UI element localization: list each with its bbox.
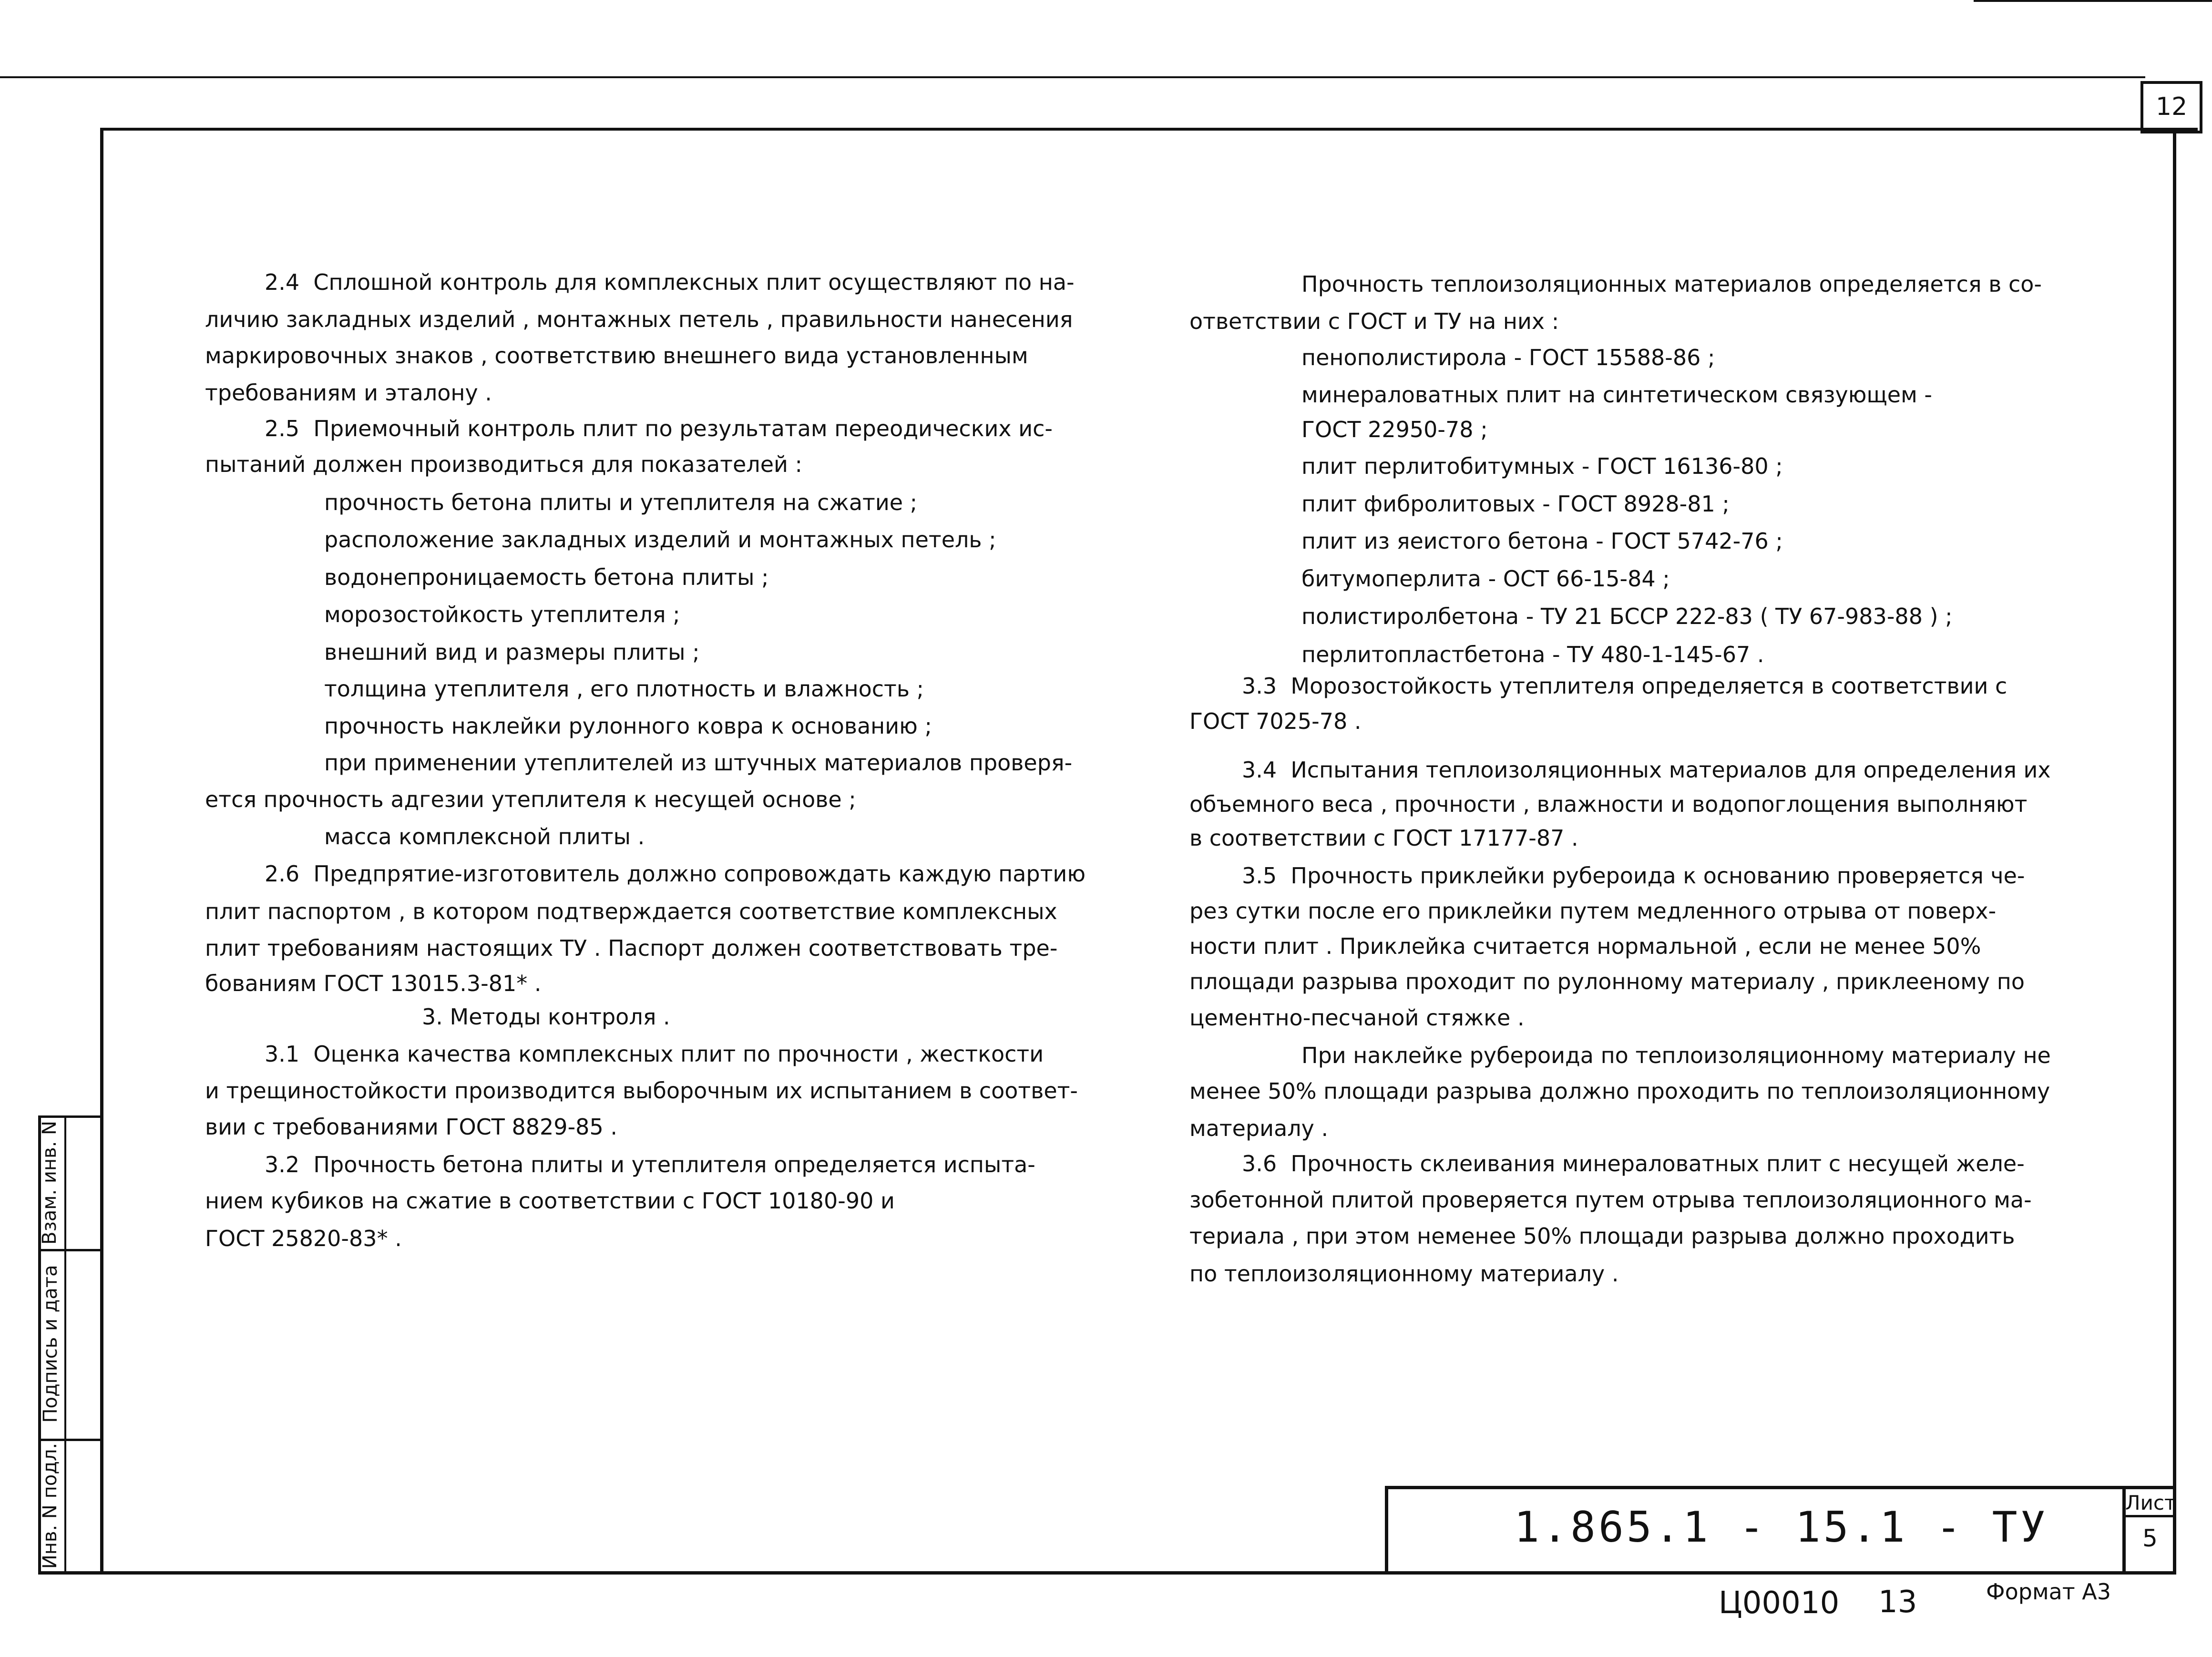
- text-line: водонепроницаемость бетона плиты ;: [324, 564, 769, 590]
- section-heading: 3. Методы контроля .: [422, 1004, 670, 1030]
- text-line: 3.5 Прочность приклейки рубероида к основанию проверяется че-: [1242, 863, 2025, 889]
- text-line: цементно-песчаной стяжке .: [1189, 1005, 1525, 1031]
- title-block-left-line: [1385, 1486, 1388, 1574]
- text-line: ГОСТ 25820-83* .: [205, 1226, 402, 1251]
- title-block-sheet-label-line: [2122, 1515, 2176, 1517]
- text-line: вии с требованиями ГОСТ 8829-85 .: [205, 1114, 617, 1140]
- text-line: ГОСТ 22950-78 ;: [1301, 417, 1488, 442]
- text-line: ответствии с ГОСТ и ТУ на них :: [1189, 308, 1559, 334]
- archive-number: 13: [1878, 1585, 1917, 1620]
- text-line: ется прочность адгезии утеплителя к несущей основе ;: [205, 787, 856, 812]
- text-line: объемного веса , прочности , влажности и водопоглощения выполняют: [1189, 791, 2028, 817]
- sheet-label: Лист: [2125, 1491, 2176, 1514]
- text-line: 3.1 Оценка качества комплексных плит по прочности , жесткости: [265, 1041, 1044, 1067]
- text-line: 3.2 Прочность бетона плиты и утеплителя определяется испыта-: [265, 1152, 1035, 1177]
- text-line: 3.6 Прочность склеивания минераловатных плит с несущей желе-: [1242, 1151, 2025, 1176]
- text-line: рез сутки после его приклейки путем медленного отрыва от поверх-: [1189, 898, 1997, 924]
- text-line: перлитопластбетона - ТУ 480-1-145-67 .: [1301, 642, 1764, 667]
- text-line: бованиям ГОСТ 13015.3-81* .: [205, 971, 542, 996]
- top-right-stub-line: [1974, 0, 2212, 2]
- text-line: расположение закладных изделий и монтажных петель ;: [324, 527, 996, 552]
- text-line: плит паспортом , в котором подтверждается соответствие комплексных: [205, 899, 1057, 924]
- text-line: личию закладных изделий , монтажных петель , правильности нанесения: [205, 307, 1073, 332]
- text-line: и трещиностойкости производится выборочным их испытанием в соответ-: [205, 1078, 1078, 1104]
- archive-code: Ц00010: [1719, 1585, 1840, 1621]
- text-line: ГОСТ 7025-78 .: [1189, 708, 1362, 734]
- text-line: зобетонной плитой проверяется путем отрыва теплоизоляционного ма-: [1189, 1187, 2032, 1213]
- title-block-top-line: [1385, 1486, 2176, 1489]
- text-line: прочность бетона плиты и утеплителя на сжатие ;: [324, 490, 918, 515]
- stamp-inv-original: Инв. N подл.: [39, 1442, 61, 1569]
- text-line: Прочность теплоизоляционных материалов определяется в со-: [1301, 271, 2042, 297]
- text-line: масса комплексной плиты .: [324, 824, 645, 849]
- corner-page-number: 12: [2156, 92, 2188, 121]
- stamp-inner-line: [64, 1115, 66, 1573]
- text-line: 3.3 Морозостойкость утеплителя определяется в соответствии с: [1242, 673, 2007, 699]
- frame-left-line: [100, 128, 103, 1575]
- text-line: прочность наклейки рулонного ковра к основанию ;: [324, 713, 932, 739]
- text-line: 2.4 Сплошной контроль для комплексных плит осуществляют по на-: [265, 269, 1075, 295]
- text-line: битумоперлита - ОСТ 66-15-84 ;: [1301, 566, 1670, 592]
- text-line: минераловатных плит на синтетическом связующем -: [1301, 382, 1933, 408]
- text-line: толщина утеплителя , его плотность и влажность ;: [324, 676, 924, 702]
- text-line: 2.6 Предпрятие-изготовитель должно сопровождать каждую партию: [265, 861, 1086, 887]
- text-line: маркировочных знаков , соответствию внешнего вида установленным: [205, 343, 1028, 368]
- text-line: пытаний должен производиться для показателей :: [205, 451, 803, 477]
- format-label: Формат А3: [1986, 1579, 2111, 1605]
- text-line: менее 50% площади разрыва должно проходить по теплоизоляционному: [1189, 1078, 2050, 1104]
- text-line: 3.4 Испытания теплоизоляционных материалов для определения их: [1242, 757, 2051, 783]
- text-line: при применении утеплителей из штучных материалов проверя-: [324, 750, 1073, 776]
- text-line: в соответствии с ГОСТ 17177-87 .: [1189, 825, 1578, 851]
- stamp-divider-1: [38, 1249, 102, 1251]
- document-code: 1.865.1 - 15.1 - ТУ: [1514, 1503, 2048, 1552]
- text-line: площади разрыва проходит по рулонному материалу , приклееному по: [1189, 969, 2025, 994]
- text-line: материалу .: [1189, 1115, 1329, 1141]
- text-line: плит из яеистого бетона - ГОСТ 5742-76 ;: [1301, 528, 1783, 554]
- text-line: При наклейке рубероида по теплоизоляционному материалу не: [1301, 1043, 2051, 1068]
- frame-right-line: [2173, 128, 2176, 1575]
- sheet-number: 5: [2142, 1524, 2158, 1552]
- text-line: плит перлитобитумных - ГОСТ 16136-80 ;: [1301, 453, 1783, 479]
- text-line: морозостойкость утеплителя ;: [324, 602, 680, 627]
- text-line: плит требованиям настоящих ТУ . Паспорт должен соответствовать тре-: [205, 935, 1058, 961]
- text-line: ности плит . Приклейка считается нормальной , если не менее 50%: [1189, 933, 1981, 959]
- text-line: 2.5 Приемочный контроль плит по результатам переодических ис-: [265, 416, 1053, 441]
- text-line: по теплоизоляционному материалу .: [1189, 1261, 1619, 1287]
- text-line: требованиям и эталону .: [205, 380, 492, 406]
- text-line: териала , при этом неменее 50% площади разрыва должно проходить: [1189, 1223, 2015, 1249]
- text-line: пенополистирола - ГОСТ 15588-86 ;: [1301, 345, 1715, 370]
- text-line: полистиролбетона - ТУ 21 БССР 222-83 ( ТУ 67-983-88 ) ;: [1301, 603, 1953, 629]
- stamp-replacement-inv: Взам. инв. N: [39, 1121, 61, 1245]
- stamp-signature-date: Подпись и дата: [40, 1265, 61, 1423]
- text-line: нием кубиков на сжатие в соответствии с ГОСТ 10180-90 и: [205, 1188, 895, 1214]
- text-line: внешний вид и размеры плиты ;: [324, 639, 700, 665]
- text-line: плит фибролитовых - ГОСТ 8928-81 ;: [1301, 491, 1730, 517]
- frame-bottom-line: [38, 1571, 2176, 1575]
- stamp-top-line: [38, 1115, 102, 1118]
- top-edge-line: [0, 76, 2145, 78]
- frame-top-line: [100, 128, 2198, 131]
